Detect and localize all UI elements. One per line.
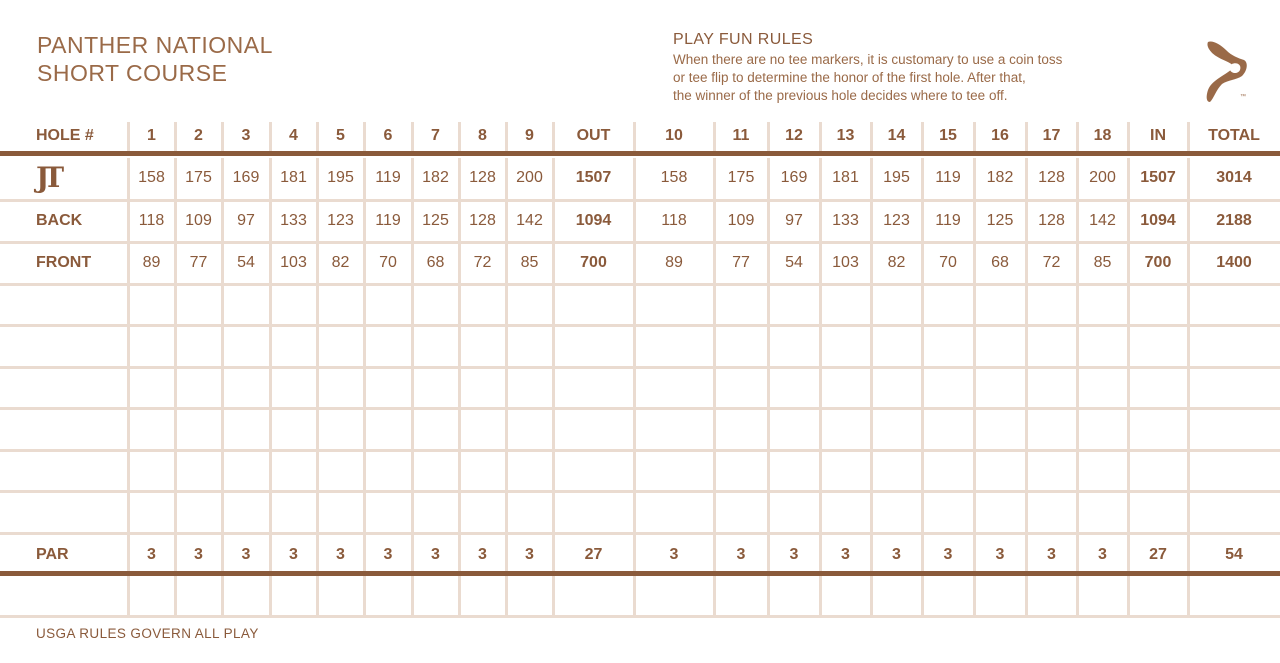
grid-line-horizontal bbox=[0, 366, 1280, 369]
rules-line: the winner of the previous hole decides where to tee off. bbox=[673, 88, 1008, 103]
rules-line: or tee flip to determine the honor of the first hole. After that, bbox=[673, 70, 1026, 85]
tee-marker-icon: JT bbox=[36, 161, 59, 194]
row-label: BACK bbox=[36, 212, 83, 229]
jt-tee-icon bbox=[36, 155, 124, 200]
yardage-cell: 195 bbox=[327, 168, 354, 186]
header-cell: 8 bbox=[478, 127, 487, 144]
par-cell: 3 bbox=[841, 546, 850, 563]
footer-note: USGA RULES GOVERN ALL PLAY bbox=[36, 626, 259, 641]
grid-line-horizontal bbox=[0, 449, 1280, 452]
yardage-cell: 54 bbox=[237, 254, 255, 271]
grid-line-horizontal bbox=[0, 490, 1280, 493]
yardage-cell: 1400 bbox=[1216, 254, 1252, 271]
yardage-cell: 118 bbox=[661, 212, 687, 229]
yardage-cell: 133 bbox=[832, 212, 859, 229]
yardage-cell: 109 bbox=[185, 212, 212, 229]
yardage-cell: 1094 bbox=[1140, 212, 1176, 229]
yardage-cell: 68 bbox=[991, 254, 1009, 271]
header-cell: 11 bbox=[732, 127, 750, 144]
header-cell: 5 bbox=[336, 127, 345, 144]
header-cell: IN bbox=[1150, 127, 1166, 144]
yardage-cell: 175 bbox=[727, 168, 755, 186]
yardage-cell: 119 bbox=[935, 212, 961, 229]
header-cell: 16 bbox=[991, 127, 1009, 144]
header-cell: 6 bbox=[383, 127, 393, 144]
header-cell: 9 bbox=[525, 127, 534, 144]
header-cell: 10 bbox=[665, 127, 683, 144]
par-cell: 27 bbox=[1149, 546, 1167, 563]
grid-line-horizontal bbox=[0, 407, 1280, 410]
yardage-cell: 125 bbox=[422, 212, 449, 229]
rules-title: PLAY FUN RULES bbox=[673, 31, 814, 48]
par-cell: 3 bbox=[995, 546, 1005, 563]
yardage-cell: 97 bbox=[237, 212, 255, 229]
yardage-cell: 97 bbox=[785, 212, 803, 229]
yardage-cell: 195 bbox=[883, 168, 910, 186]
yardage-cell: 1094 bbox=[575, 212, 612, 229]
yardage-cell: 82 bbox=[331, 254, 350, 271]
yardage-cell: 1507 bbox=[1140, 168, 1176, 186]
yardage-cell: 119 bbox=[935, 168, 961, 186]
yardage-cell: 169 bbox=[780, 168, 808, 186]
par-cell: 3 bbox=[336, 546, 345, 563]
yardage-cell: 142 bbox=[1089, 212, 1116, 229]
header-cell: 2 bbox=[194, 127, 203, 144]
course-title-line2: SHORT COURSE bbox=[37, 60, 228, 86]
par-label: PAR bbox=[36, 546, 69, 563]
yardage-cell: 169 bbox=[232, 168, 260, 186]
yardage-cell: 182 bbox=[422, 168, 449, 186]
par-cell: 27 bbox=[584, 546, 603, 563]
yardage-cell: 119 bbox=[375, 168, 401, 186]
yardage-cell: 123 bbox=[327, 212, 354, 229]
par-cell: 3 bbox=[383, 546, 393, 563]
course-title-line1: PANTHER NATIONAL bbox=[37, 32, 273, 58]
yardage-cell: 125 bbox=[986, 212, 1014, 229]
par-cell: 3 bbox=[194, 546, 203, 563]
yardage-cell: 89 bbox=[142, 254, 161, 271]
yardage-cell: 72 bbox=[1042, 254, 1061, 271]
par-cell: 3 bbox=[289, 546, 298, 563]
yardage-cell: 77 bbox=[189, 254, 208, 271]
par-cell: 3 bbox=[789, 546, 799, 563]
yardage-cell: 700 bbox=[1144, 254, 1172, 271]
yardage-cell: 128 bbox=[1038, 212, 1065, 229]
yardage-cell: 128 bbox=[1038, 168, 1065, 186]
rules-line: When there are no tee markers, it is customary to use a coin toss bbox=[673, 52, 1063, 67]
yardage-cell: 200 bbox=[1089, 168, 1116, 186]
yardage-cell: 142 bbox=[516, 212, 543, 229]
header-cell: 4 bbox=[289, 127, 298, 144]
yardage-cell: 158 bbox=[660, 168, 688, 186]
header-cell: OUT bbox=[576, 127, 611, 144]
header-cell: 17 bbox=[1042, 127, 1061, 144]
yardage-cell: 89 bbox=[665, 254, 683, 271]
yardage-cell: 70 bbox=[939, 254, 957, 271]
grid-line-horizontal bbox=[0, 615, 1280, 618]
yardage-cell: 85 bbox=[1093, 254, 1112, 271]
yardage-cell: 118 bbox=[138, 212, 165, 229]
par-cell: 3 bbox=[1098, 546, 1107, 563]
yardage-cell: 123 bbox=[883, 212, 910, 229]
yardage-cell: 181 bbox=[832, 168, 859, 186]
yardage-cell: 77 bbox=[732, 254, 750, 271]
yardage-cell: 158 bbox=[138, 168, 165, 186]
header-cell: 13 bbox=[836, 127, 855, 144]
par-cell: 3 bbox=[943, 546, 953, 563]
yardage-cell: 54 bbox=[785, 254, 803, 271]
yardage-cell: 182 bbox=[986, 168, 1014, 186]
par-cell: 3 bbox=[736, 546, 746, 563]
yardage-cell: 68 bbox=[426, 254, 445, 271]
yardage-cell: 70 bbox=[379, 254, 397, 271]
row-label: FRONT bbox=[36, 254, 92, 271]
grid-line-horizontal bbox=[0, 532, 1280, 535]
par-cell: 3 bbox=[525, 546, 534, 563]
header-cell: 14 bbox=[887, 127, 906, 144]
par-cell: 3 bbox=[892, 546, 901, 563]
yardage-cell: 133 bbox=[280, 212, 307, 229]
header-cell: TOTAL bbox=[1208, 127, 1260, 144]
yardage-cell: 700 bbox=[580, 254, 607, 271]
yardage-cell: 200 bbox=[516, 168, 543, 186]
par-cell: 54 bbox=[1225, 546, 1243, 563]
yardage-cell: 128 bbox=[469, 168, 496, 186]
par-cell: 3 bbox=[1047, 546, 1056, 563]
par-cell: 3 bbox=[431, 546, 440, 563]
yardage-cell: 109 bbox=[727, 212, 755, 229]
yardage-cell: 82 bbox=[887, 254, 906, 271]
trademark-mark: ™ bbox=[1240, 94, 1246, 100]
yardage-cell: 103 bbox=[280, 254, 307, 271]
par-cell: 3 bbox=[147, 546, 156, 563]
yardage-cell: 181 bbox=[280, 168, 307, 186]
yardage-cell: 128 bbox=[469, 212, 496, 229]
header-cell: 3 bbox=[241, 127, 251, 144]
yardage-cell: 103 bbox=[832, 254, 859, 271]
par-cell: 3 bbox=[478, 546, 487, 563]
grid-line-horizontal bbox=[0, 324, 1280, 327]
yardage-cell: 175 bbox=[185, 168, 212, 186]
header-cell: 12 bbox=[785, 127, 803, 144]
yardage-cell: 1507 bbox=[575, 168, 612, 186]
yardage-cell: 2188 bbox=[1216, 212, 1252, 229]
yardage-cell: 72 bbox=[473, 254, 492, 271]
par-cell: 3 bbox=[241, 546, 251, 563]
header-cell: 15 bbox=[939, 127, 957, 144]
header-cell: 1 bbox=[147, 127, 156, 144]
header-hole-label: HOLE # bbox=[36, 127, 94, 144]
yardage-cell: 119 bbox=[375, 212, 401, 229]
yardage-cell: 3014 bbox=[1216, 168, 1252, 186]
header-cell: 18 bbox=[1093, 127, 1112, 144]
header-cell: 7 bbox=[431, 127, 440, 144]
par-cell: 3 bbox=[669, 546, 679, 563]
yardage-cell: 85 bbox=[520, 254, 539, 271]
